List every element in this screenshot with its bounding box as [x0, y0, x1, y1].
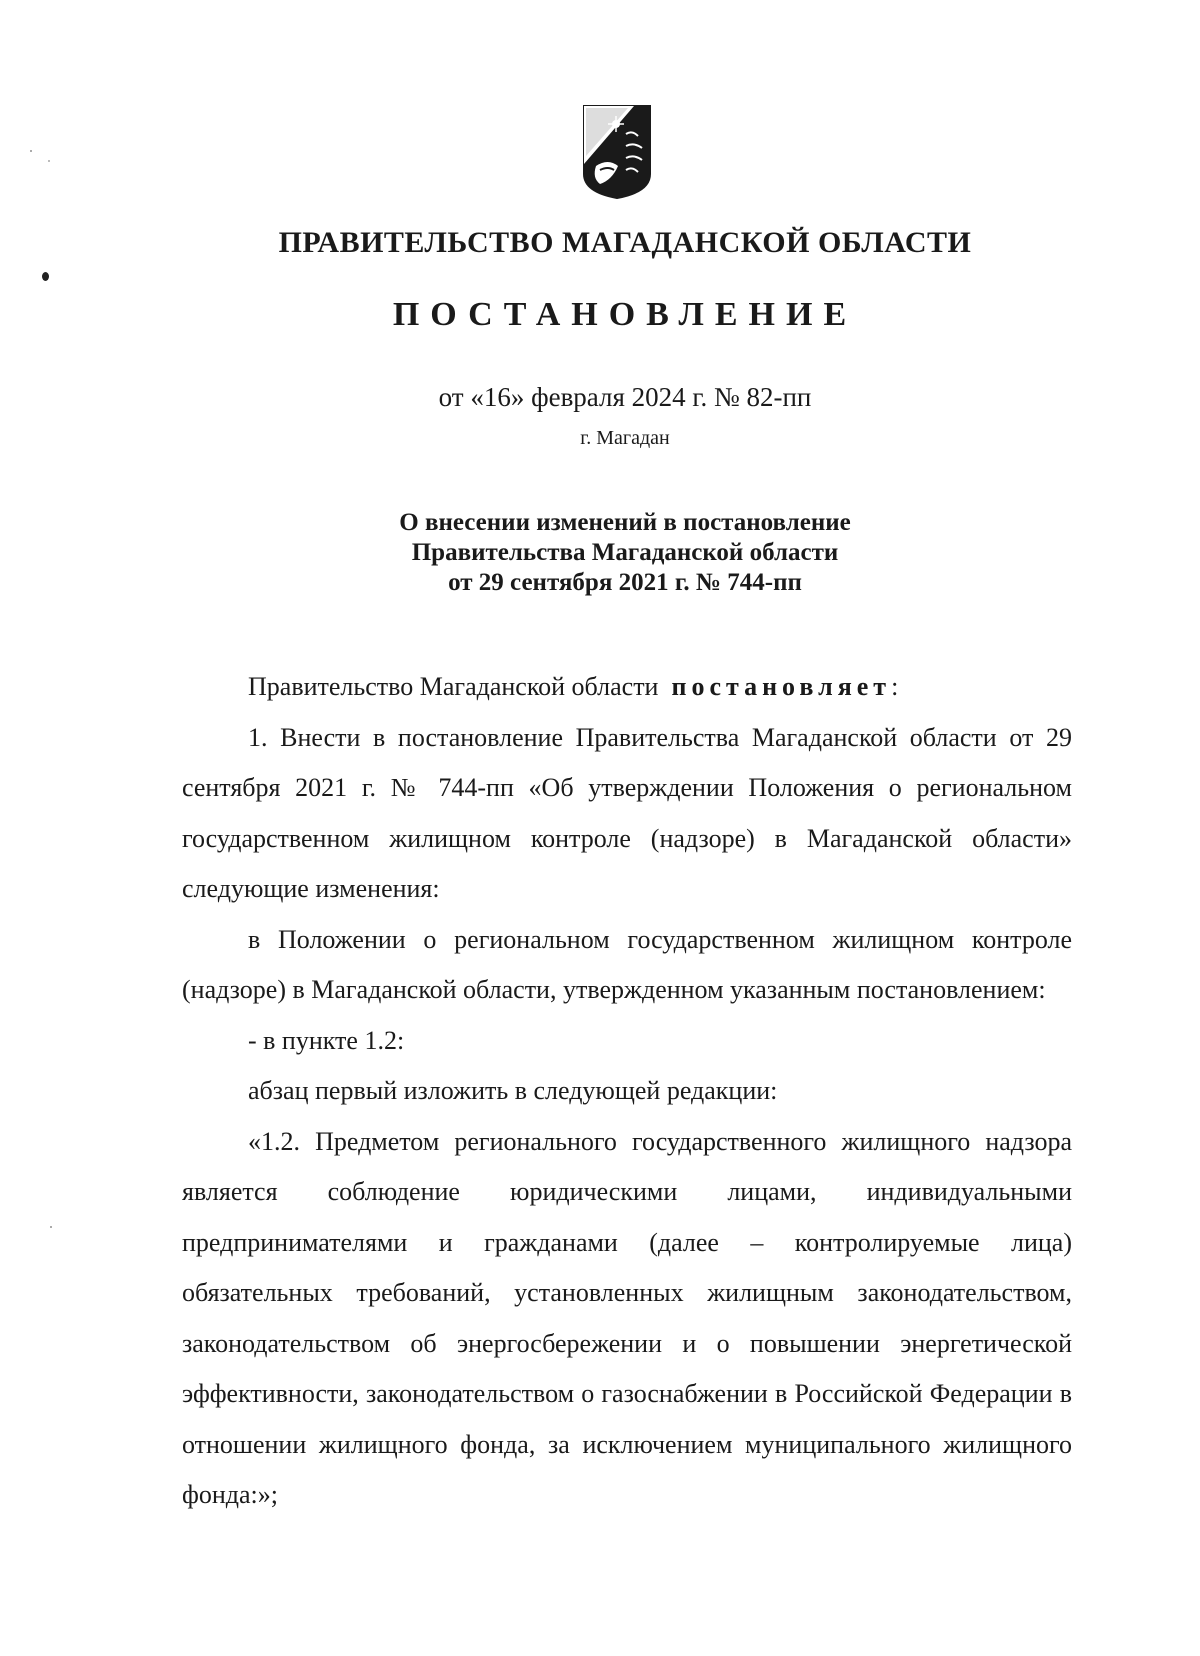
coat-of-arms-icon [582, 104, 652, 200]
paragraph-4: абзац первый изложить в следующей редакции: [248, 1076, 778, 1105]
subject-line-3: от 29 сентября 2021 г. № 744-пп [448, 569, 802, 596]
paragraph-1: 1. Внести в постановление Правительства Магаданской области от 29 сентября 2021 г. № 744-пп «Об утверждении Положения о региональном государственном жилищном контроле (надзоре) в Магаданской области» следующие изменения: [182, 722, 1072, 903]
document-type: ПОСТАНОВЛЕНИЕ [392, 296, 858, 333]
paragraph-5: «1.2. Предметом регионального государственного жилищного надзора является соблюдение юридическими лицами, индивидуальными предпринимателями и гражданами (далее – контролируемые лица) обязательных требований, установленных жилищным законодательством, законодательством об энергосбережении и о повышении энергетической эффективности, законодательством о газоснабжении в Российской Федерации в отношении жилищного фонда, за исключением муниципального жилищного фонда:»; [182, 1126, 1072, 1509]
document-body [182, 662, 1072, 1521]
intro-paragraph [182, 662, 1072, 713]
document-city: г. Магадан [580, 427, 670, 449]
document-date-number: от «16» февраля 2024 г. № 82-пп [438, 382, 812, 412]
scan-artifact [50, 1226, 52, 1228]
scan-artifact [42, 272, 49, 281]
paragraph-3: - в пункте 1.2: [248, 1025, 405, 1055]
intro-suffix: : [891, 672, 899, 701]
paragraph-2: в Положении о региональном государственном жилищном контроле (надзоре) в Магаданской области, утвержденном указанным постановлением: [182, 924, 1072, 1004]
intro-keyword: постановляет [671, 672, 892, 701]
subject-line-2: Правительства Магаданской области [411, 539, 839, 566]
intro-prefix: Правительство Магаданской области [248, 672, 659, 701]
scan-artifact [48, 160, 50, 162]
document-subject [0, 508, 1200, 598]
subject-line-1: О внесении изменений в постановление [399, 509, 851, 536]
scan-artifact [30, 150, 32, 152]
organization-title: ПРАВИТЕЛЬСТВО МАГАДАНСКОЙ ОБЛАСТИ [278, 226, 972, 259]
